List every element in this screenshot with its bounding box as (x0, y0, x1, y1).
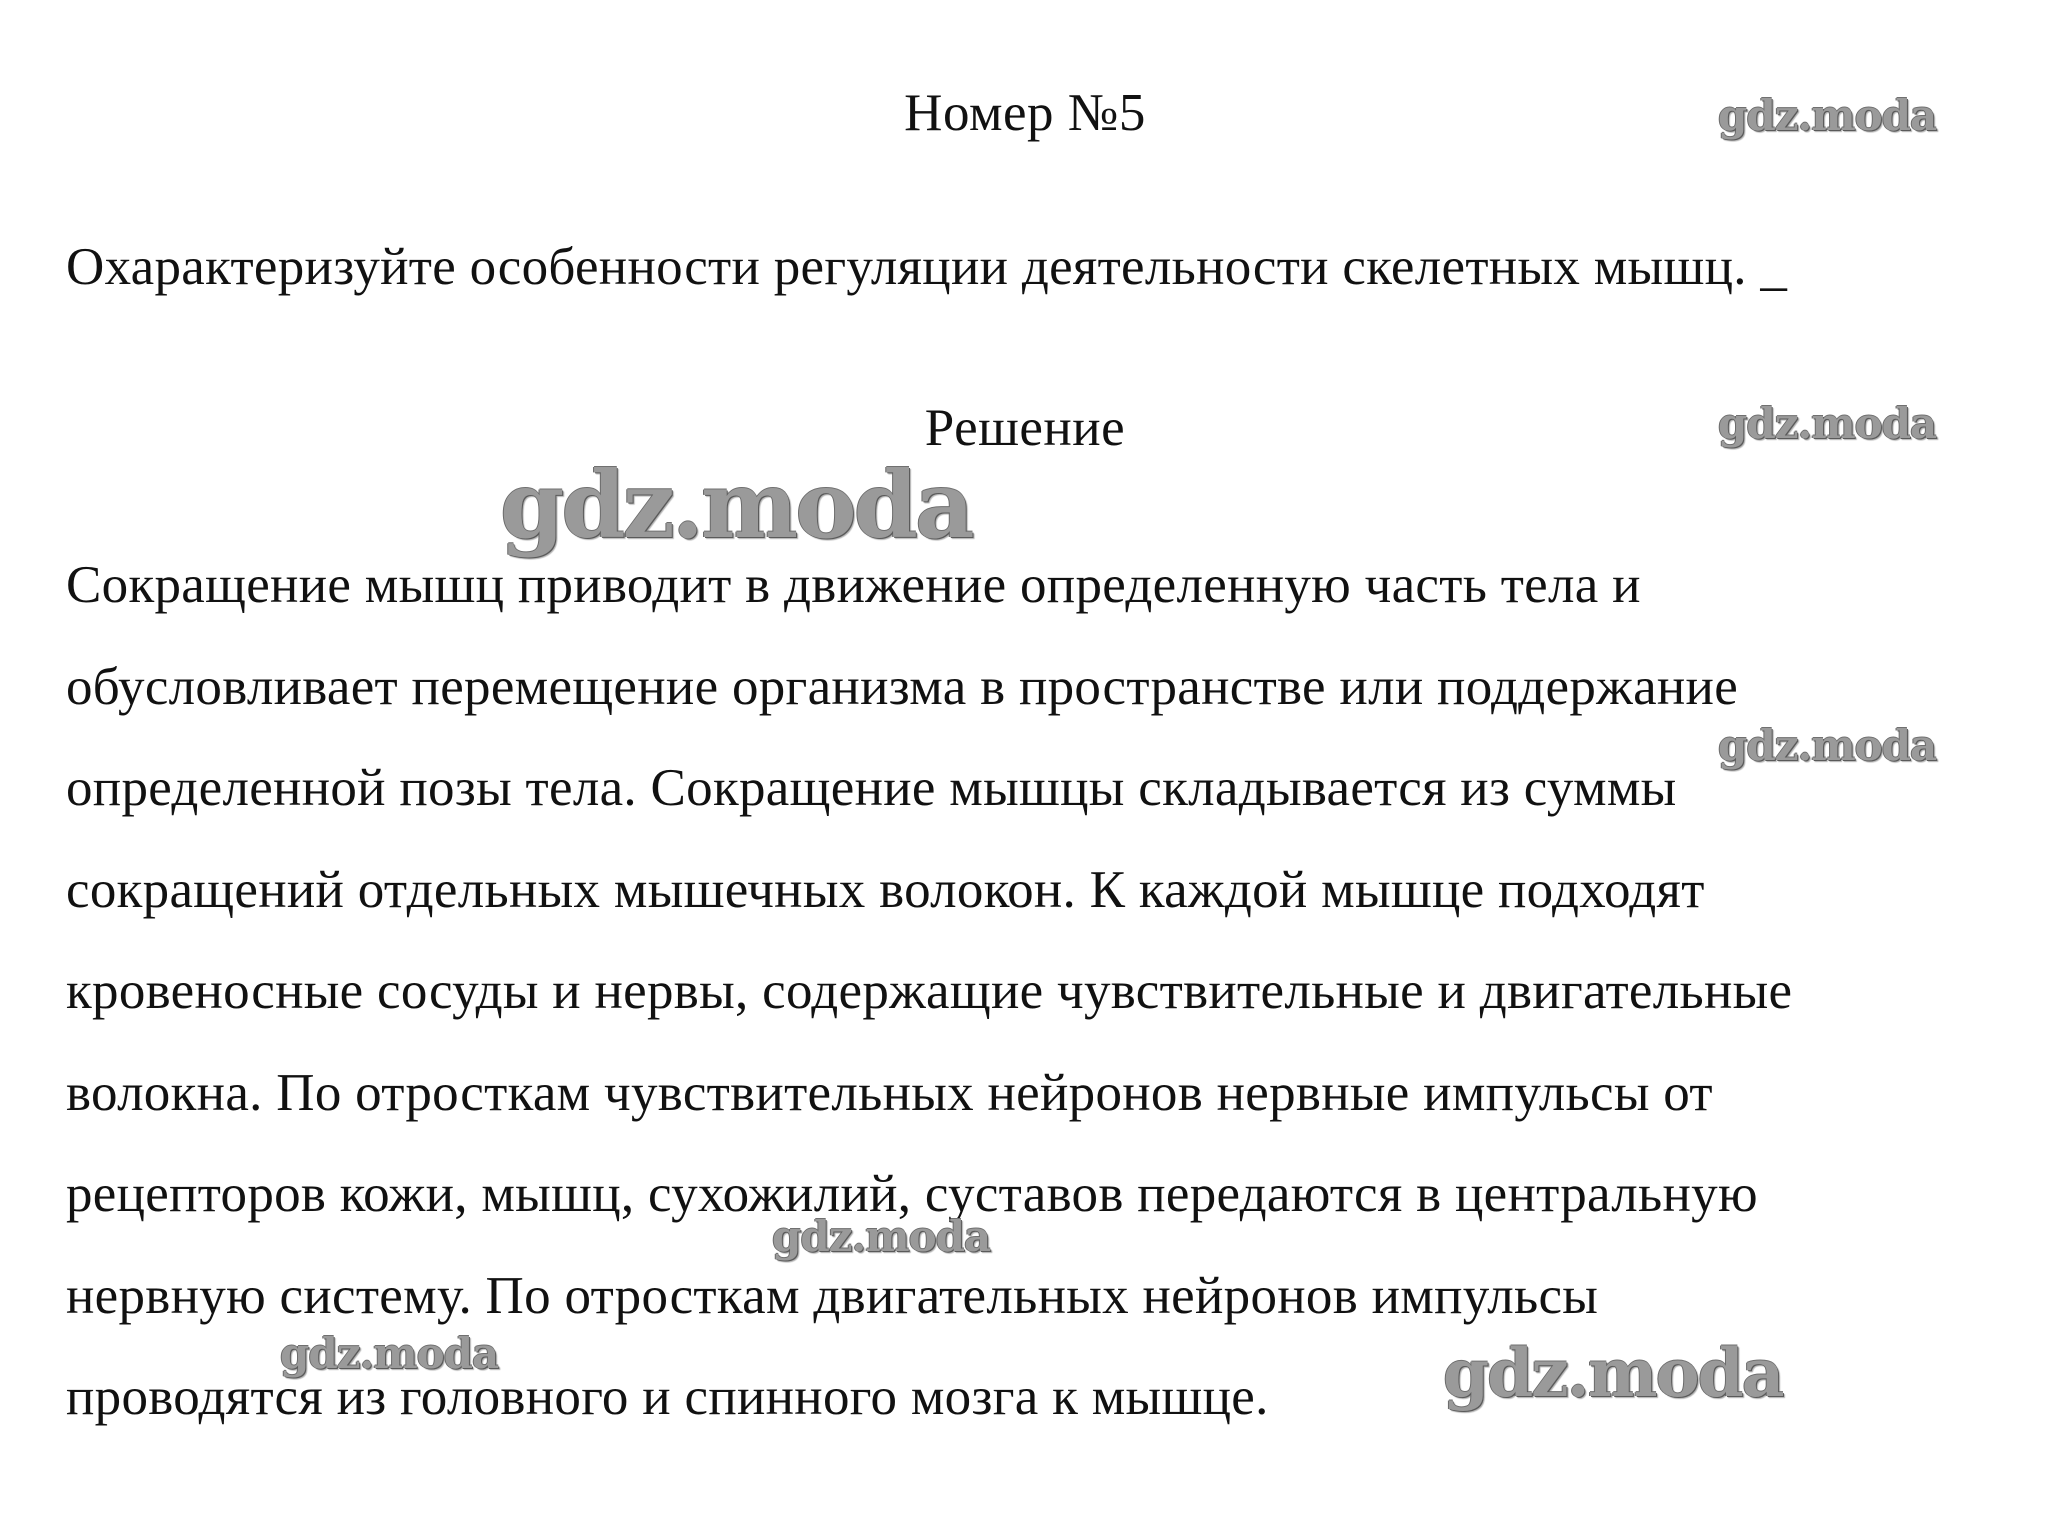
page-title: Номер №5 (904, 84, 1146, 142)
watermark-logo: gdz.moda (1718, 721, 1937, 770)
answer-line: определенной позы тела. Сокращение мышцы складывается из суммы (66, 759, 1677, 817)
answer-line: проводятся из головного и спинного мозга к мышце. (66, 1368, 1269, 1426)
answer-line: Сокращение мышц приводит в движение определенную часть тела и (66, 556, 1641, 614)
answer-line: рецепторов кожи, мышц, сухожилий, суставов передаются в центральную (66, 1165, 1758, 1223)
task-text: Охарактеризуйте особенности регуляции деятельности скелетных мышц. _ (66, 238, 1788, 296)
watermark-logo: gdz.moda (772, 1212, 991, 1261)
watermark-logo: gdz.moda (1718, 399, 1937, 448)
answer-text (66, 550, 2016, 1464)
watermark-logo: gdz.moda (280, 1329, 499, 1378)
answer-line: нервную систему. По отросткам двигательных нейронов импульсы (66, 1266, 1599, 1325)
solution-heading: Решение (924, 399, 1126, 457)
answer-line: сокращений отдельных мышечных волокон. К каждой мышце подходят (66, 860, 1705, 919)
watermark-logo: gdz.moda (1443, 1334, 1783, 1412)
watermark-logo: gdz.moda (1718, 91, 1937, 140)
answer-line: кровеносные сосуды и нервы, содержащие чувствительные и двигательные (66, 962, 1793, 1020)
watermark-logo: gdz.moda (500, 451, 972, 559)
answer-line: обусловливает перемещение организма в пространстве или поддержание (66, 657, 1739, 716)
answer-line: волокна. По отросткам чувствительных нейронов нервные импульсы от (66, 1063, 1713, 1122)
